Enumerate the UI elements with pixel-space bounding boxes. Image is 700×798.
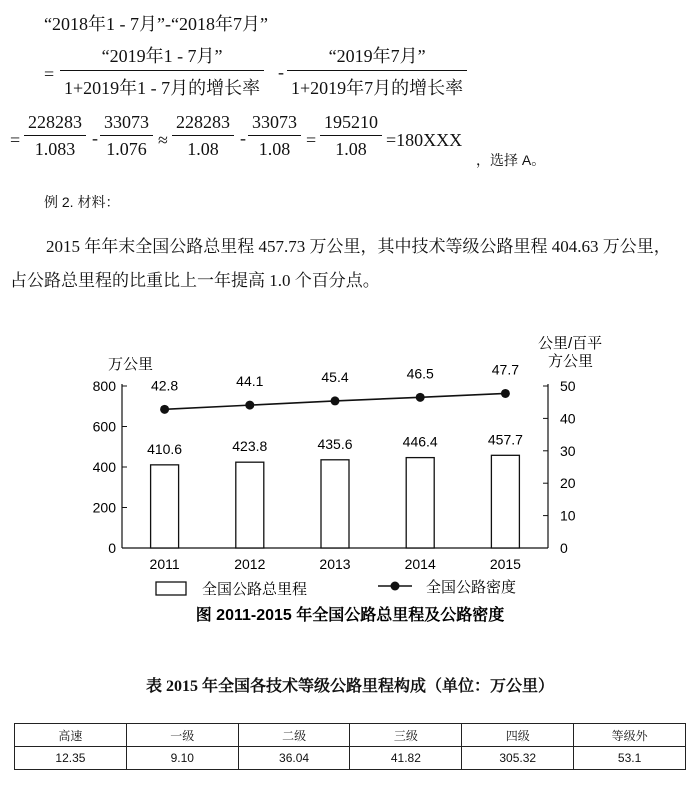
legend-bar-label: 全国公路总里程 [202,581,308,598]
formula-equals-1: = [44,64,55,84]
fraction-2-denominator: 1+2019年7月的增长率 [291,78,464,98]
table-title: 表 2015 年全国各技术等级公路里程构成（单位：万公里） [145,678,554,695]
formula-equals-2: = [10,130,21,150]
fraction-r1-denominator: 1.083 [34,139,76,159]
x-axis-tick-label: 2012 [234,556,266,572]
fraction-1-denominator: 1+2019年1 - 7月的增长率 [64,78,261,98]
formula-result: =180XXX [386,130,463,150]
bar-value-label: 423.8 [232,438,268,455]
table-cell: 53.1 [574,747,686,770]
table-cell: 41.82 [350,747,462,770]
density-point [501,389,510,398]
fraction-r3-numerator: 228283 [176,112,230,132]
table-header-cell: 一级 [126,724,238,747]
formula-minus-2: - [92,128,98,148]
example-paragraph-line1: 2015 年年末全国公路总里程 457.73 万公里，其中技术等级公路里程 404.63 万公里， [46,237,671,256]
formula-minus-1: - [278,62,284,82]
right-axis-label-line1: 公里/百平 [538,335,603,352]
formula-approx: ≈ [158,130,168,150]
grade-table [14,723,686,770]
bar [151,465,179,548]
bar-value-label: 410.6 [147,440,183,457]
density-value-label: 42.8 [150,377,179,394]
right-axis-tick-label: 20 [560,475,576,492]
fraction-1-numerator: “2019年1 - 7月” [101,46,223,66]
fraction-r1-numerator: 228283 [28,112,82,132]
density-point [160,405,169,414]
left-axis-tick-label: 0 [108,540,116,556]
fraction-r5-numerator: 195210 [324,112,378,132]
bar-value-label: 435.6 [317,435,353,452]
x-axis-tick-label: 2013 [319,556,351,572]
bar-value-label: 446.4 [402,433,438,450]
left-axis-tick-label: 400 [92,459,116,475]
table-header-cell: 四级 [462,724,574,747]
table-row [15,747,686,770]
table-header-cell: 二级 [238,724,350,747]
fraction-r5-denominator: 1.08 [335,139,367,159]
formula-minus-3: - [240,128,246,148]
table-cell: 12.35 [15,747,127,770]
example-label: 例 2. 材料： [44,194,120,210]
table-cell: 9.10 [126,747,238,770]
formula-choice: ，选择 A。 [476,152,546,168]
fraction-r4-denominator: 1.08 [258,139,291,159]
bar [236,462,264,548]
x-axis-tick-label: 2015 [489,556,521,572]
table-cell: 305.32 [462,747,574,770]
fraction-r4-numerator: 33073 [252,112,297,132]
table-header-row [15,724,686,747]
left-axis-label: 万公里 [108,356,154,373]
density-point [245,401,254,410]
density-value-label: 44.1 [236,373,264,390]
right-axis-tick-label: 30 [560,442,576,459]
chart-title: 图 2011-2015 年全国公路总里程及公路密度 [195,607,505,624]
legend-line-marker [391,582,400,591]
example-paragraph-line2: 占公路总里程的比重比上一年提高 1.0 个百分点。 [10,271,380,290]
legend-line-label: 全国公路密度 [426,579,517,596]
fraction-r2-numerator: 33073 [104,112,149,132]
left-axis-tick-label: 200 [92,499,116,516]
right-axis-tick-label: 0 [560,540,568,556]
bar [406,458,434,548]
density-point [331,396,340,405]
right-axis-tick-label: 50 [560,378,576,394]
table-header-cell: 三级 [350,724,462,747]
table-header-cell: 等级外 [574,724,686,747]
x-axis-tick-label: 2011 [149,556,180,572]
x-axis-tick-label: 2014 [404,556,436,572]
formula-line1: “2018年1 - 7月”-“2018年7月” [44,14,268,34]
fraction-r2-denominator: 1.076 [106,139,147,159]
bar [491,455,519,548]
legend-bar-swatch [156,582,186,595]
formula-equals-3: = [306,130,317,150]
right-axis-tick-label: 10 [560,507,576,524]
fraction-2-numerator: “2019年7月” [328,46,426,66]
left-axis-tick-label: 600 [92,418,116,435]
bar-value-label: 457.7 [487,431,523,448]
right-axis-tick-label: 40 [560,410,576,427]
fraction-r3-denominator: 1.08 [187,139,219,159]
table-cell: 36.04 [238,747,350,770]
density-value-label: 45.4 [321,368,349,385]
density-point [416,393,425,402]
density-value-label: 47.7 [491,361,520,378]
left-axis-tick-label: 800 [92,378,116,394]
bar [321,460,349,548]
table-header-cell: 高速 [15,724,127,747]
right-axis-label-line2: 方公里 [548,353,594,370]
density-value-label: 46.5 [406,365,434,382]
